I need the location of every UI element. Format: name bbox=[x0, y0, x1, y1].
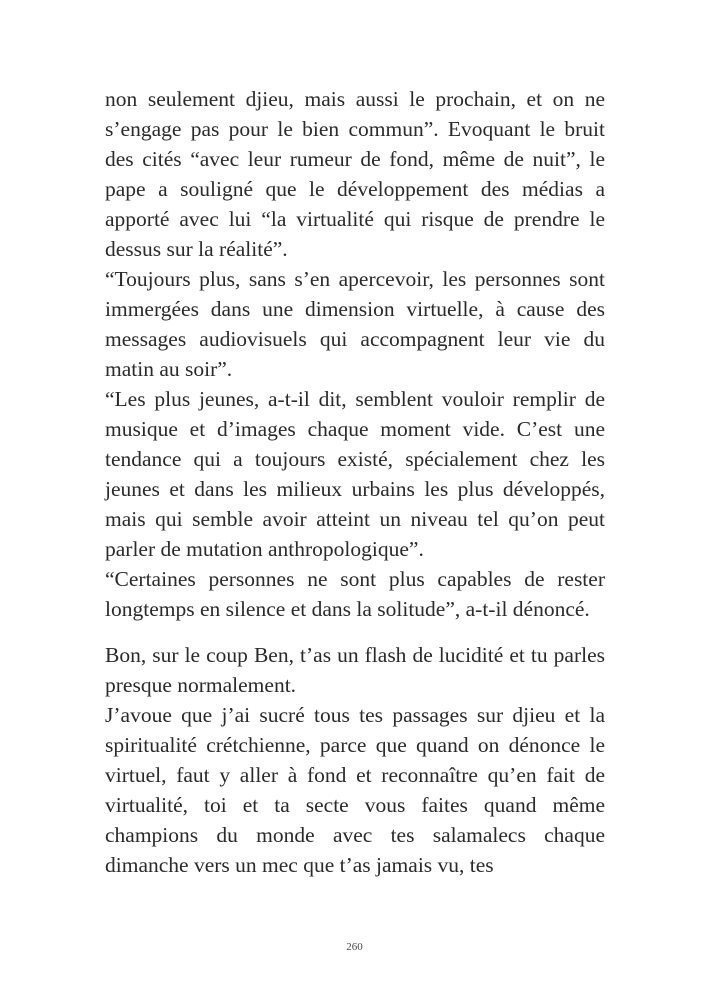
paragraph-2: “Toujours plus, sans s’en apercevoir, les personnes sont immergées dans une dimension virtuelle, à cause des messages audiovisuels qui accompagnent leur vie du matin au soir”. bbox=[105, 267, 605, 381]
page-number: 260 bbox=[346, 941, 363, 953]
paragraph-4: “Certaines personnes ne sont plus capables de rester longtemps en silence et dans la solitude”, a-t-il dénoncé. bbox=[105, 567, 605, 621]
paragraph-6: J’avoue que j’ai sucré tous tes passages sur djieu et la spiritualité crétchienne, parce que quand on dénonce le virtuel, faut y aller à fond et reconnaître qu’en fait de virtualité, toi et ta secte vous faites quand même champions du monde avec tes salamalecs chaque dimanche vers un mec que t’as jamais vu, tes bbox=[105, 703, 605, 877]
body-text bbox=[105, 84, 605, 880]
paragraph-5: Bon, sur le coup Ben, t’as un flash de lucidité et tu parles presque normalement. bbox=[105, 643, 605, 697]
paragraph-1: non seulement djieu, mais aussi le prochain, et on ne s’engage pas pour le bien commun”. Evoquant le bruit des cités “avec leur rumeur de fond, même de nuit”, le pape a souligné que le développement des médias a apporté avec lui “la virtualité qui risque de prendre le dessus sur la réalité”. bbox=[105, 87, 605, 261]
paragraph-3: “Les plus jeunes, a-t-il dit, semblent vouloir remplir de musique et d’images chaque moment vide. C’est une tendance qui a toujours existé, spécialement chez les jeunes et dans les milieux urbains les plus développés, mais qui semble avoir atteint un niveau tel qu’on peut parler de mutation anthropologique”. bbox=[105, 387, 605, 561]
